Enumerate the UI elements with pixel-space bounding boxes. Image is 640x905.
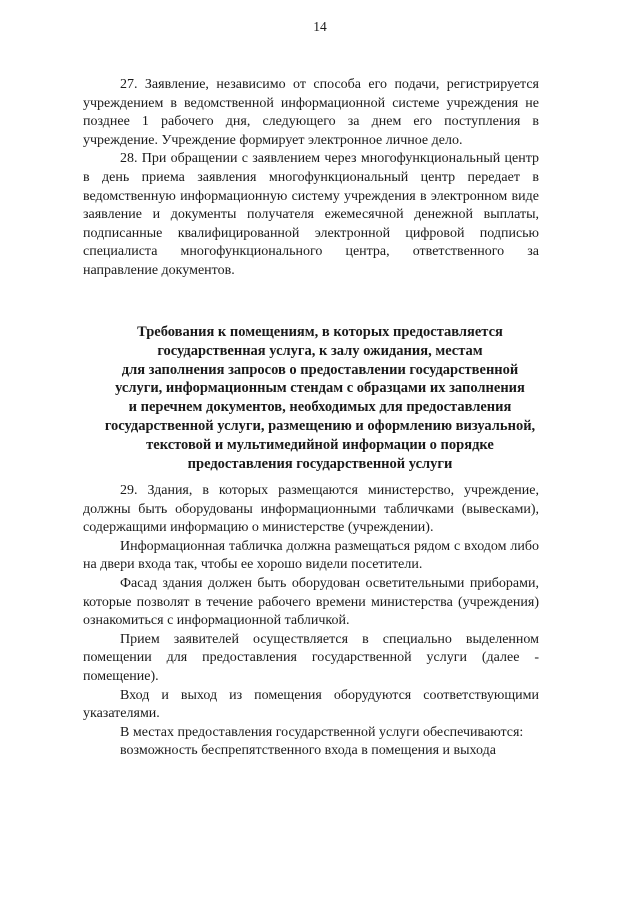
paragraph-entrance-signs: Вход и выход из помещения оборудуются соответствующими указателями. (83, 687, 539, 722)
paragraph-facade-lighting: Фасад здания должен быть оборудован осветительными приборами, которые позволят в течение рабочего времени министерства (учреждения) ознакомиться с информационной табличкой. (83, 575, 539, 629)
heading-line: государственная услуга, к залу ожидания, местам (157, 342, 483, 359)
paragraph-27: 27. Заявление, независимо от способа его подачи, регистрируется учреждением в ведомственной информационной системе учреждения не позднее 1 рабочего дня, следующего за днем его поступления в учреждение. Учреждение формирует электронное личное дело. (83, 77, 539, 148)
heading-line: для заполнения запросов о предоставлении государственной (121, 361, 519, 378)
paragraph-provisions-intro: В местах предоставления государственной услуги обеспечиваются: (120, 724, 524, 740)
heading-line: и перечнем документов, необходимых для предоставления (128, 399, 512, 416)
paragraph-block-2 (83, 482, 539, 761)
heading-line: предоставления государственной услуги (187, 455, 453, 472)
heading-line: текстовой и мультимедийной информации о порядке (146, 436, 494, 453)
paragraph-sign-placement: Информационная табличка должна размещаться рядом с входом либо на двери входа так, чтобы ее хорошо видели посетители. (83, 538, 539, 573)
paragraph-block-1 (83, 76, 539, 281)
heading-line: государственной услуги, размещению и оформлению визуальной, (104, 417, 536, 434)
paragraph-28: 28. При обращении с заявлением через многофункциональный центр в день приема заявления многофункциональный центр передает в ведомственную информационную систему учреждения в электронном виде заявление и документы получателя ежемесячной денежной выплаты, подписанные квалифицированной электронной цифровой подписью специалиста многофункционального центра, ответственного за направление документов. (83, 151, 539, 278)
heading-line: Требования к помещениям, в которых предоставляется (137, 324, 503, 340)
paragraph-free-access: возможность беспрепятственного входа в помещения и выхода (120, 743, 496, 759)
page-number: 14 (313, 19, 327, 34)
paragraph-29: 29. Здания, в которых размещаются министерство, учреждение, должны быть оборудованы информационными табличками (вывесками), содержащими информацию о министерстве (учреждении). (83, 483, 539, 536)
heading-line: услуги, информационным стендам с образцами их заполнения (115, 380, 525, 397)
paragraph-reception-room: Прием заявителей осуществляется в специально выделенном помещении для предоставления государственной услуги (далее - помещение). (83, 631, 539, 684)
section-heading (70, 323, 570, 473)
